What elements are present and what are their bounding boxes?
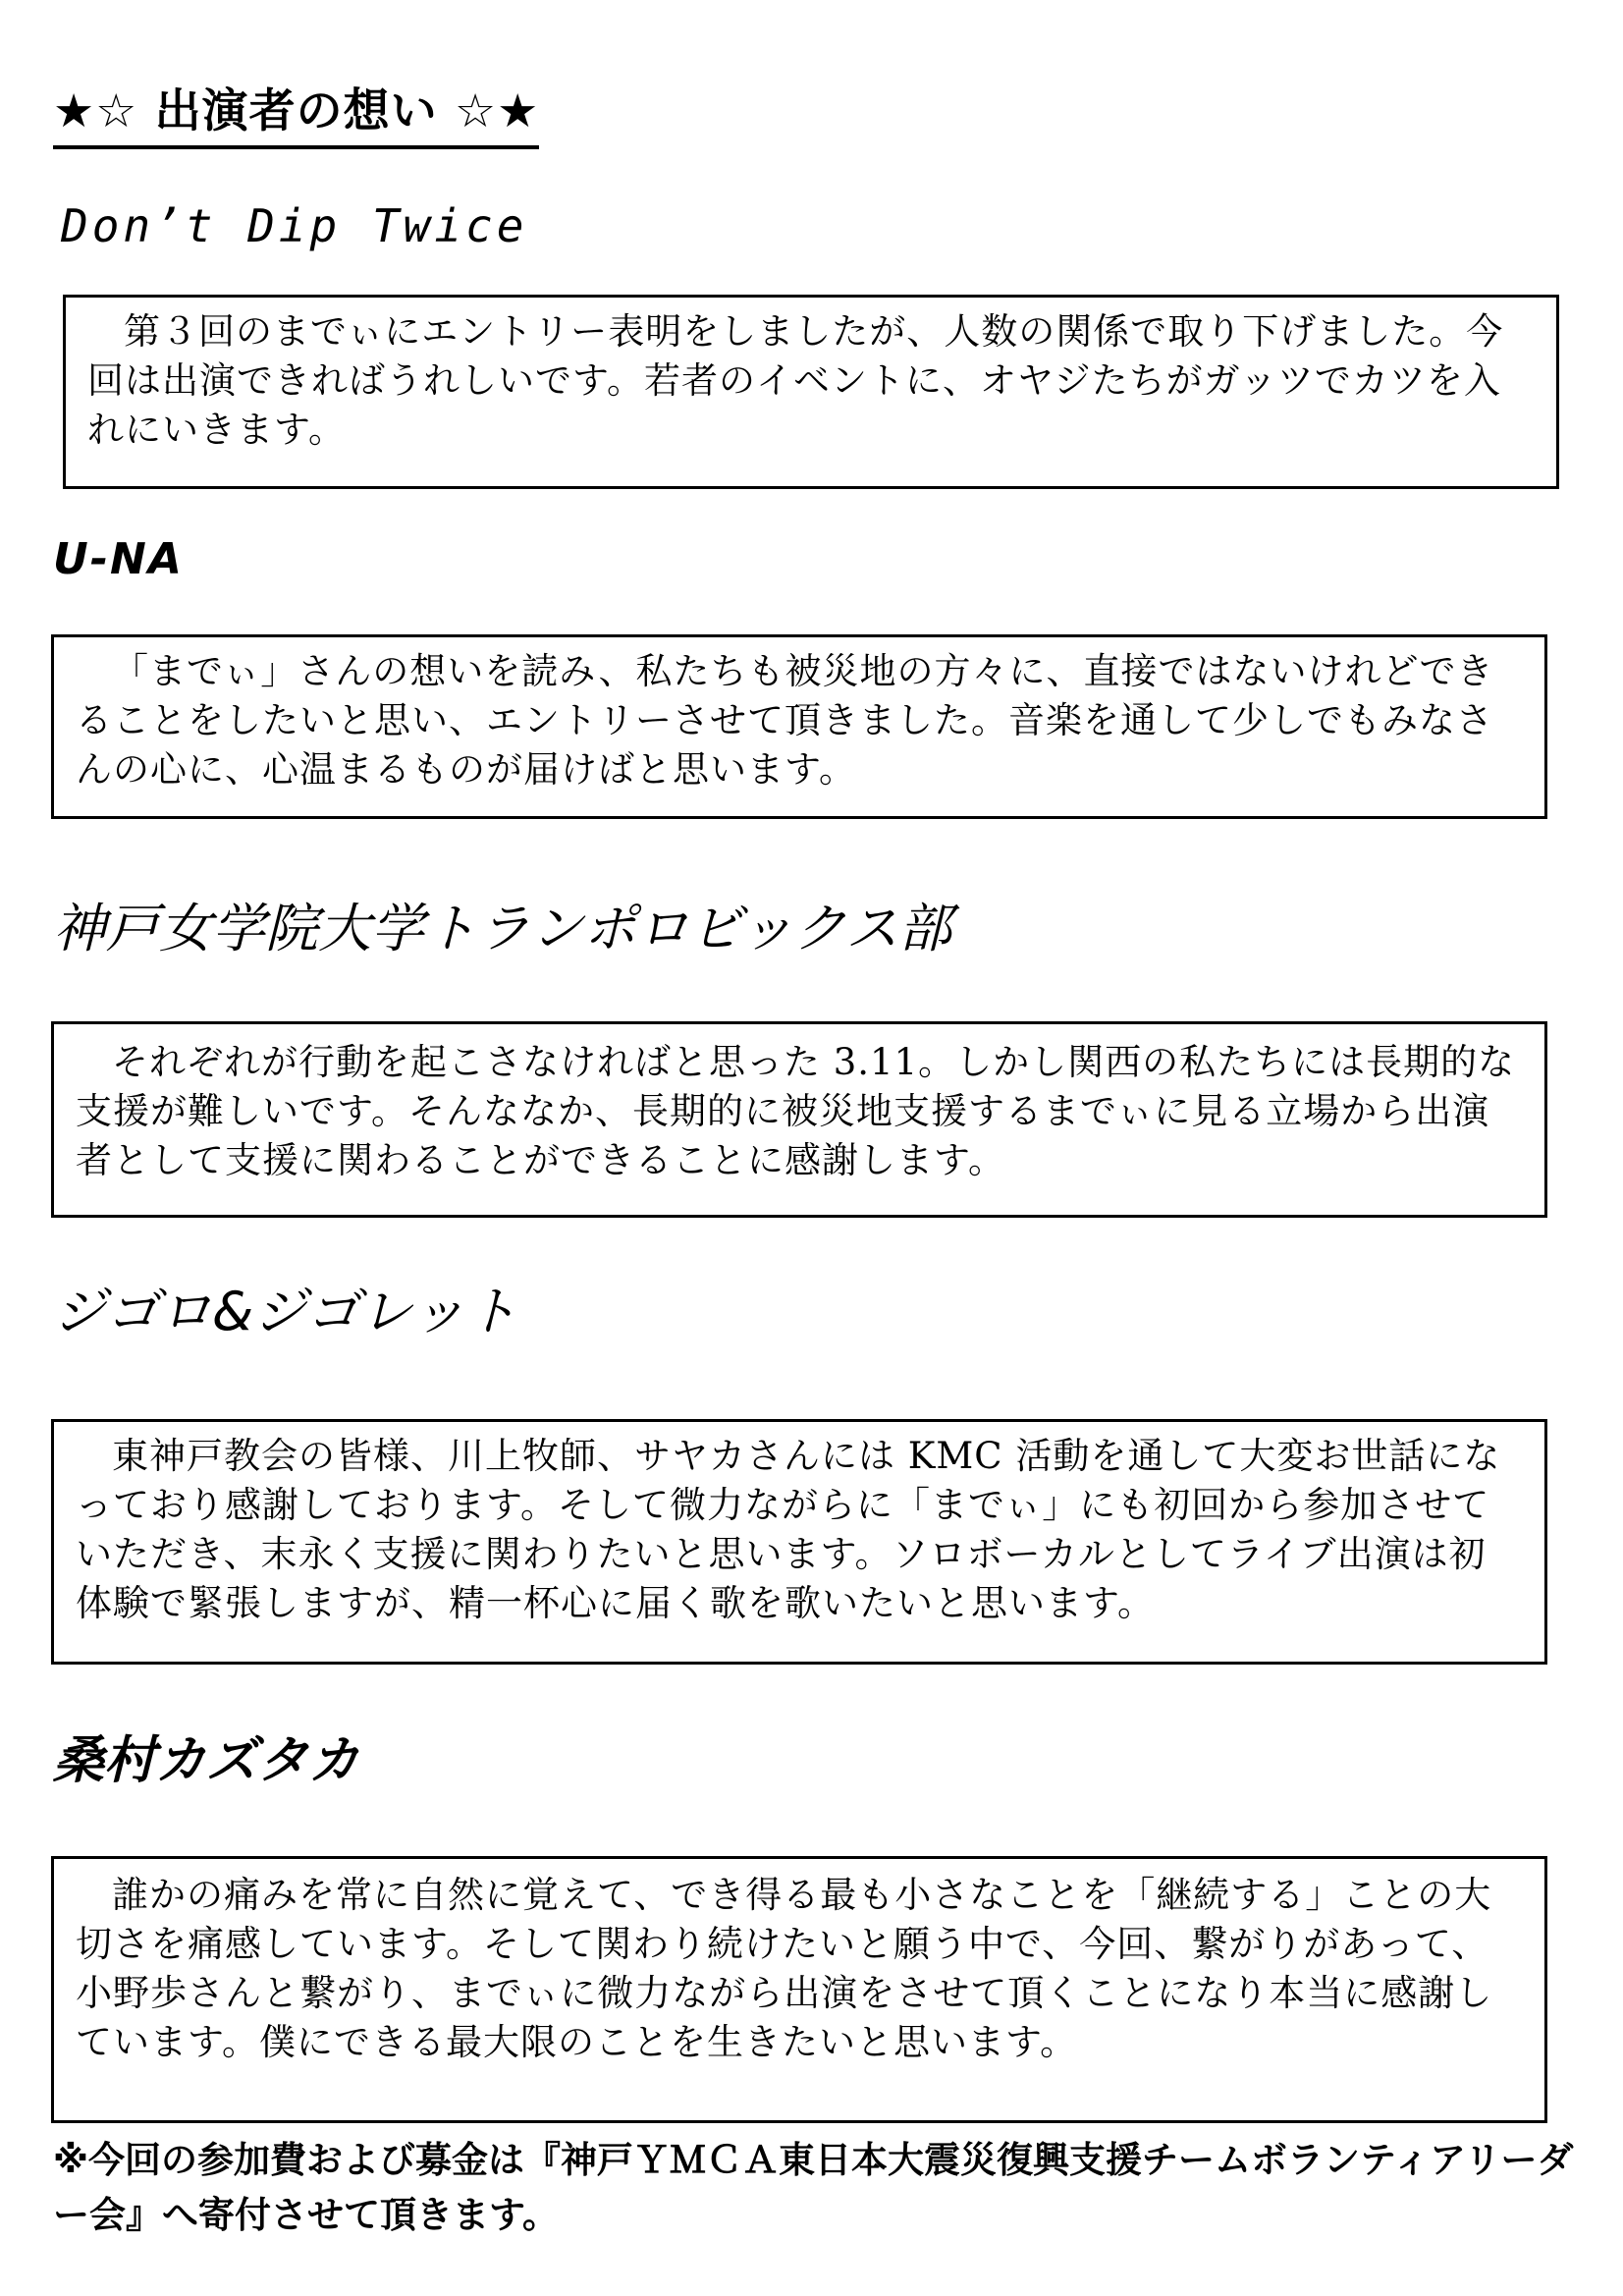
message-text: それぞれが行動を起こさなければと思った 3.11。しかし関西の私たちには長期的な支援が難しいです。そんななか、長期的に被災地支援するまでぃに見る立場から出演者として支援に関わることができることに感謝します。 [76, 1041, 1516, 1181]
message-text: 東神戸教会の皆様、川上牧師、サヤカさんには KMC 活動を通して大変お世話になっており感謝しております。そして微力ながらに「までぃ」にも初回から参加させていただき、末永く支援に関わりたいと思います。ソロボーカルとしてライブ出演は初体験で緊張しますが、精一杯心に届く歌を歌いたいと思います。 [76, 1435, 1501, 1624]
performer-heading-kuwamura-kazutaka: 桑村カズタカ [53, 1731, 360, 1790]
page-title: ★☆ 出演者の想い ☆★ [53, 82, 539, 149]
performer-heading-kobe-college: 神戸女学院大学トランポロビックス部 [53, 898, 952, 959]
performer-heading-dont-dip-twice: Don’t Dip Twice [61, 199, 528, 252]
message-box-gigolo-gigolette [51, 1419, 1547, 1665]
performer-heading-gigolo-gigolette: ジゴロ&ジゴレット [53, 1281, 518, 1342]
message-text: 誰かの痛みを常に自然に覚えて、でき得る最も小さなことを「継続する」ことの大切さを痛感しています。そして関わり続けたいと願う中で、今回、繋がりがあって、小野歩さんと繋がり、までぃに微力ながら出演をさせて頂くことになり本当に感謝しています。僕にできる最大限のことを生きたいと思います。 [76, 1874, 1493, 2063]
message-box-u-na [51, 634, 1547, 819]
message-box-kuwamura-kazutaka [51, 1856, 1547, 2123]
message-box-dont-dip-twice [63, 295, 1559, 489]
message-text: 第３回のまでぃにエントリー表明をしましたが、人数の関係で取り下げました。今回は出演できればうれしいです。若者のイベントに、オヤジたちがガッツでカツを入れにいきます。 [87, 310, 1504, 451]
message-box-kobe-college [51, 1021, 1547, 1218]
message-text: 「までぃ」さんの想いを読み、私たちも被災地の方々に、直接ではないけれどできることをしたいと思い、エントリーさせて頂きました。音楽を通して少しでもみなさんの心に、心温まるものが届けばと思います。 [76, 650, 1494, 791]
performer-heading-u-na: U-NA [53, 534, 184, 584]
donation-note: ※今回の参加費および募金は『神戸ＹＭＣＡ東日本大震災復興支援チームボランティアリーダー会』へ寄付させて頂きます。 [53, 2139, 1574, 2236]
